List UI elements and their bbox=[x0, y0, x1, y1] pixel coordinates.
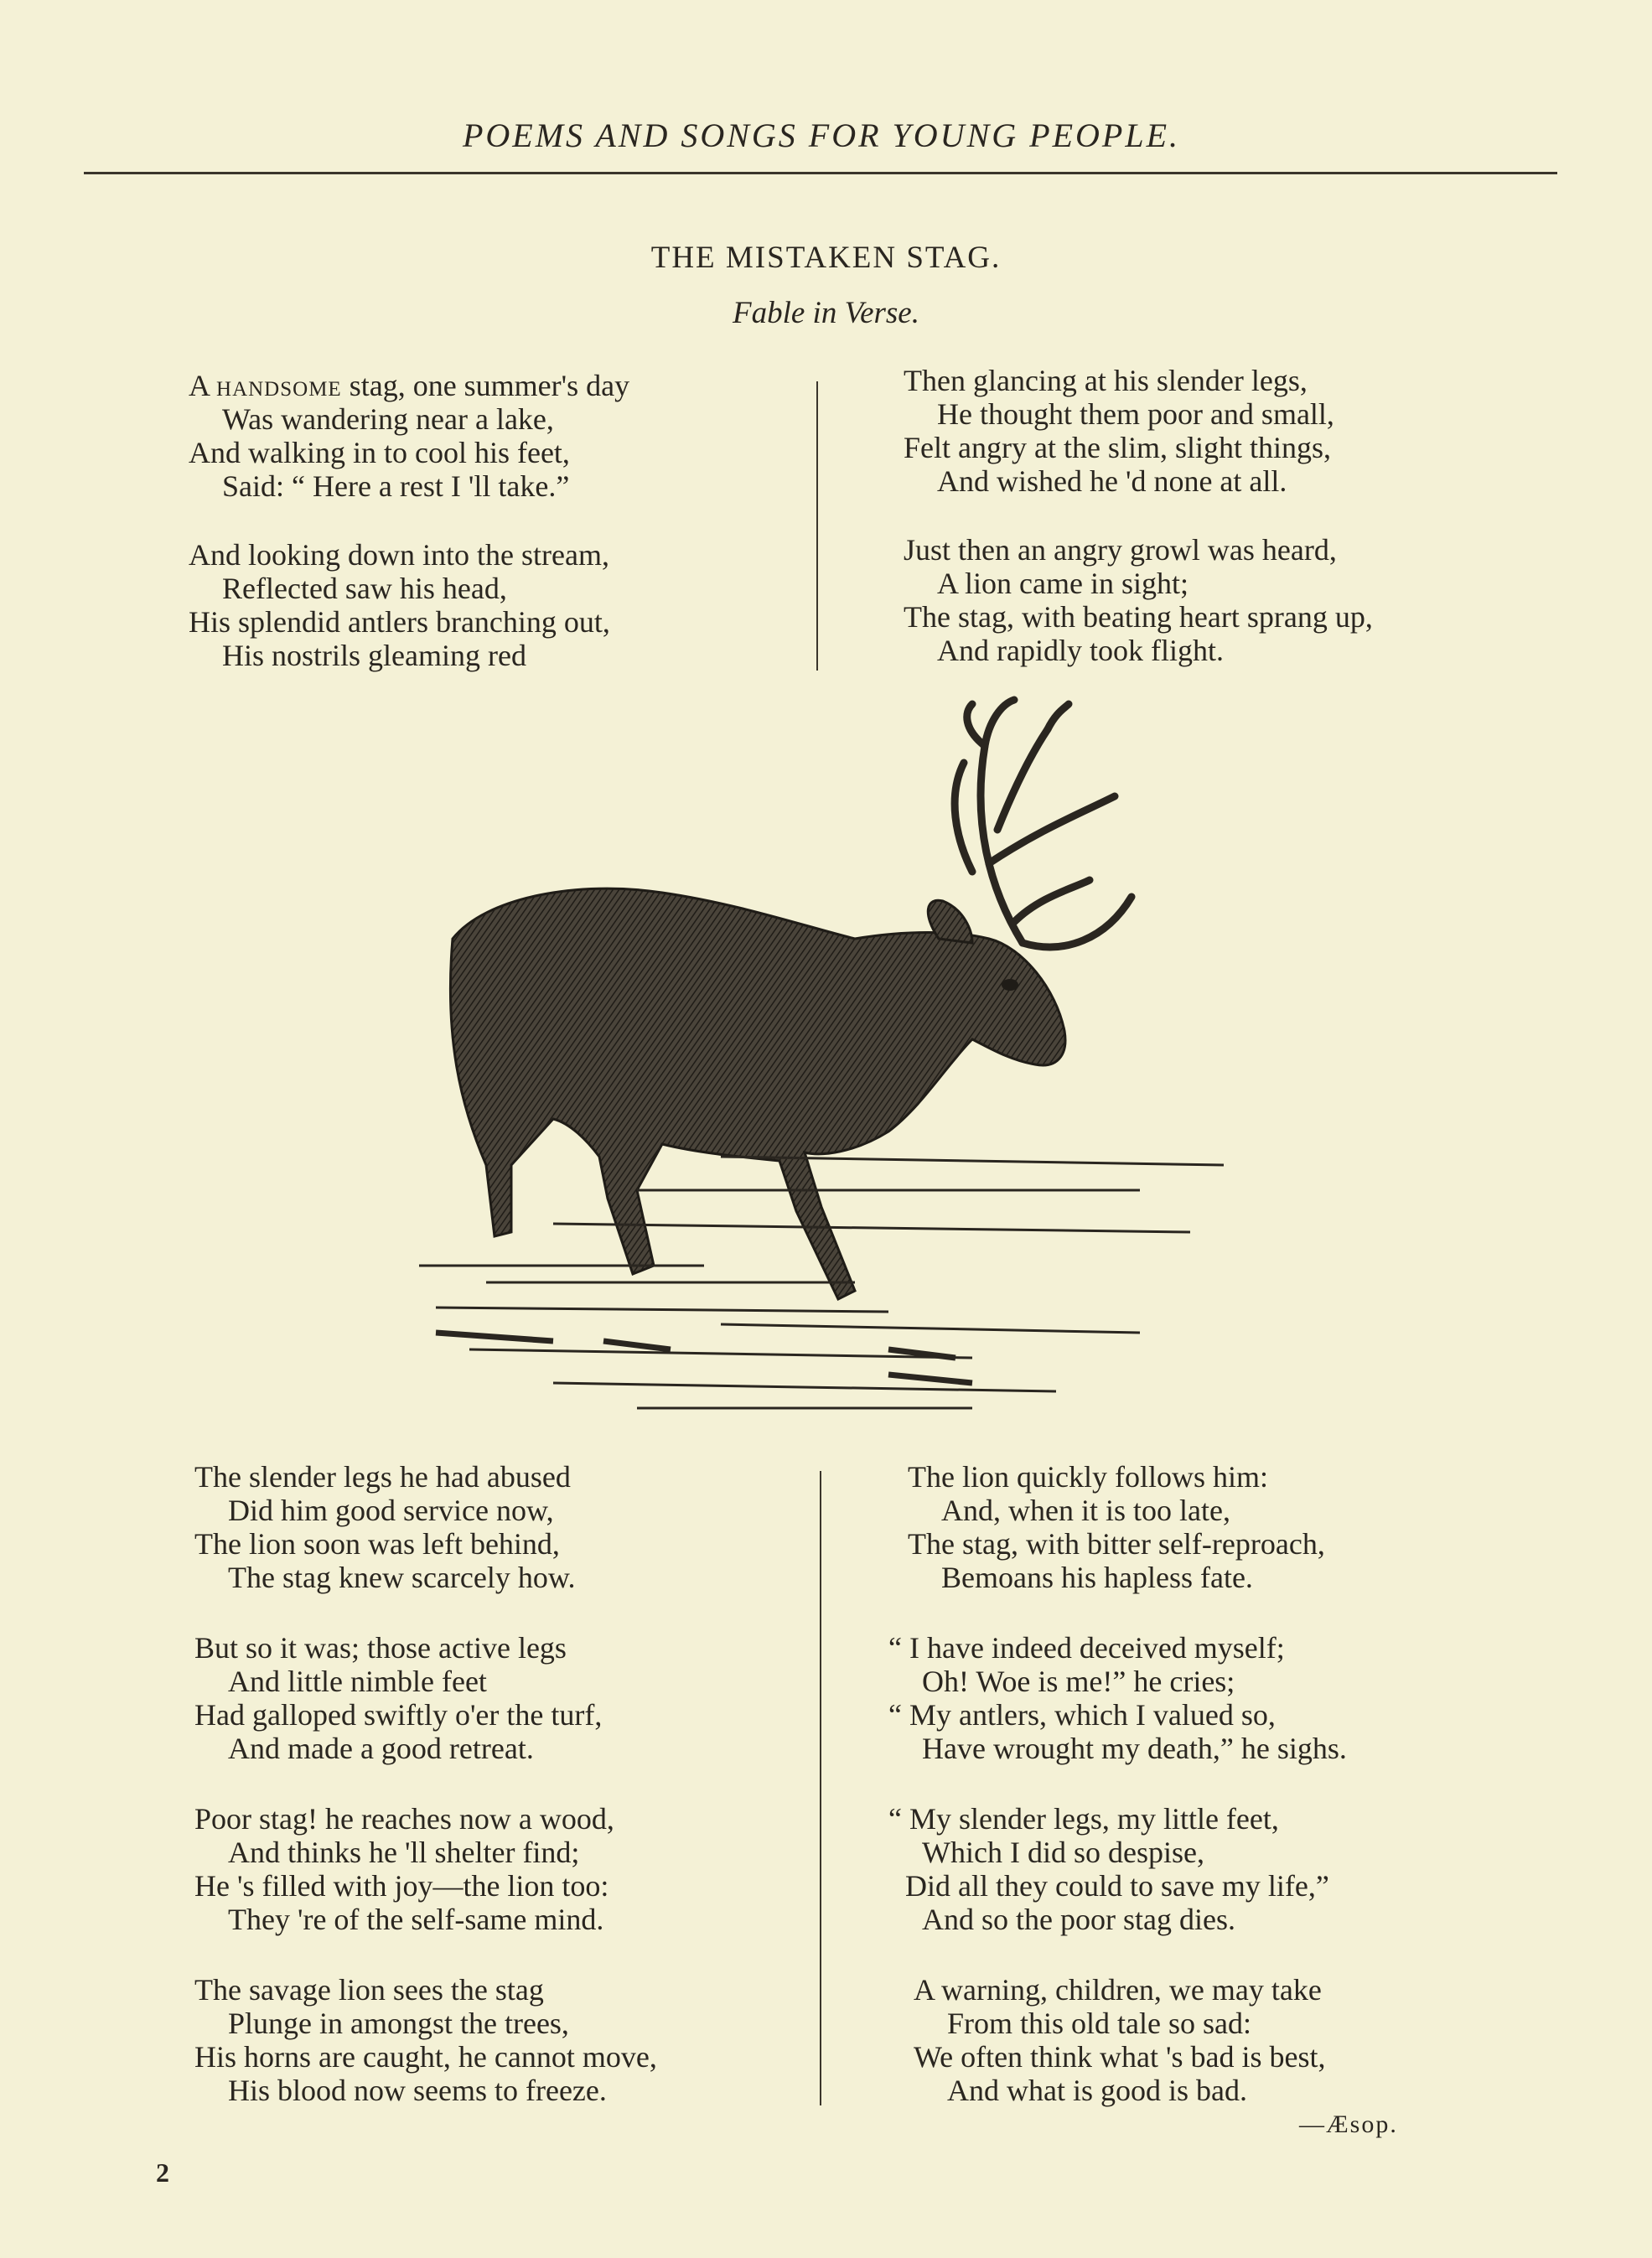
stanza-line: We often think what 's bad is best, bbox=[914, 2040, 1326, 2074]
stanza-line: Did all they could to save my life,” bbox=[905, 1869, 1329, 1903]
stanza-line: The slender legs he had abused bbox=[194, 1460, 571, 1494]
stanza-line: A warning, children, we may take bbox=[914, 1973, 1322, 2007]
stanza-line: But so it was; those active legs bbox=[194, 1631, 567, 1665]
stanza-line: The lion quickly follows him: bbox=[908, 1460, 1268, 1494]
stanza-line: “ My antlers, which I valued so, bbox=[888, 1698, 1276, 1732]
stanza-line: His blood now seems to freeze. bbox=[228, 2074, 607, 2107]
stanza-line: And walking in to cool his feet, bbox=[189, 436, 570, 469]
stanza-line: Had galloped swiftly o'er the turf, bbox=[194, 1698, 603, 1732]
stanza-line: His nostrils gleaming red bbox=[222, 639, 526, 672]
water bbox=[419, 1157, 1224, 1408]
stanza-line: He 's filled with joy—the lion too: bbox=[194, 1869, 609, 1903]
stanza-line: And looking down into the stream, bbox=[189, 538, 609, 572]
stanza-12 bbox=[914, 1973, 1326, 2107]
stanza-line: Reflected saw his head, bbox=[222, 572, 507, 605]
stanza-line: Which I did so despise, bbox=[922, 1836, 1204, 1869]
stanza-line: They 're of the self-same mind. bbox=[228, 1903, 604, 1936]
stanza-line: Poor stag! he reaches now a wood, bbox=[194, 1802, 614, 1836]
header-rule bbox=[84, 172, 1557, 174]
stanza-line: “ I have indeed deceived myself; bbox=[888, 1631, 1285, 1665]
stanza-line: Just then an angry growl was heard, bbox=[904, 533, 1337, 567]
stanza-line: And what is good is bad. bbox=[947, 2074, 1247, 2107]
stanza-8 bbox=[194, 1973, 657, 2107]
stanza-line: Oh! Woe is me!” he cries; bbox=[922, 1665, 1235, 1698]
antlers bbox=[955, 700, 1132, 947]
stanza-3 bbox=[904, 364, 1334, 498]
stanza-line: The savage lion sees the stag bbox=[194, 1973, 544, 2007]
stanza-line: And wished he 'd none at all. bbox=[937, 464, 1287, 498]
poem-title: THE MISTAKEN STAG. bbox=[650, 241, 1002, 275]
stag-illustration bbox=[386, 687, 1274, 1425]
stanza-line: Felt angry at the slim, slight things, bbox=[904, 431, 1331, 464]
stanza-line: And made a good retreat. bbox=[228, 1732, 534, 1765]
stanza-2 bbox=[189, 538, 610, 672]
stanza-line: “ My slender legs, my little feet, bbox=[888, 1802, 1279, 1836]
stanza-line: And thinks he 'll shelter find; bbox=[228, 1836, 580, 1869]
stanza-line: He thought them poor and small, bbox=[937, 397, 1334, 431]
poem-subtitle: Fable in Verse. bbox=[733, 296, 919, 330]
stanza-7 bbox=[194, 1802, 614, 1936]
stanza-line: The lion soon was left behind, bbox=[194, 1527, 560, 1561]
column-rule-top bbox=[816, 381, 818, 671]
author-signature: —Æsop. bbox=[1299, 2110, 1398, 2138]
stanza-line: The stag knew scarcely how. bbox=[228, 1561, 576, 1594]
stanza-line: And rapidly took flight. bbox=[937, 634, 1224, 667]
stanza-4 bbox=[904, 533, 1373, 667]
page-number: 2 bbox=[156, 2157, 169, 2188]
stanza-line: The stag, with bitter self-reproach, bbox=[908, 1527, 1325, 1561]
stanza-line: His horns are caught, he cannot move, bbox=[194, 2040, 657, 2074]
stanza-line: Then glancing at his slender legs, bbox=[904, 364, 1308, 397]
stag-eye bbox=[1002, 979, 1018, 991]
stanza-line: Was wandering near a lake, bbox=[222, 402, 554, 436]
stanza-line: His splendid antlers branching out, bbox=[189, 605, 610, 639]
stanza-10 bbox=[888, 1631, 1347, 1765]
stanza-line: A handsome stag, one summer's day bbox=[189, 369, 630, 402]
column-rule-bottom bbox=[820, 1471, 821, 2105]
stanza-6 bbox=[194, 1631, 602, 1765]
stanza-line: Did him good service now, bbox=[228, 1494, 554, 1527]
stanza-line: Have wrought my death,” he sighs. bbox=[922, 1732, 1347, 1765]
stanza-line: From this old tale so sad: bbox=[947, 2007, 1251, 2040]
stanza-line: And little nimble feet bbox=[228, 1665, 487, 1698]
stanza-line: Bemoans his hapless fate. bbox=[941, 1561, 1253, 1594]
stanza-9 bbox=[908, 1460, 1325, 1594]
stanza-line: The stag, with beating heart sprang up, bbox=[904, 600, 1373, 634]
stanza-line: And so the poor stag dies. bbox=[922, 1903, 1235, 1936]
stanza-line: A lion came in sight; bbox=[937, 567, 1189, 600]
stanza-11 bbox=[888, 1802, 1329, 1936]
stanza-1 bbox=[189, 369, 629, 503]
running-head: POEMS AND SONGS FOR YOUNG PEOPLE. bbox=[462, 117, 1180, 154]
stanza-line: Said: “ Here a rest I 'll take.” bbox=[222, 469, 570, 503]
stanza-line: And, when it is too late, bbox=[941, 1494, 1230, 1527]
stag-body bbox=[450, 888, 1065, 1299]
stanza-5 bbox=[194, 1460, 576, 1594]
stanza-line: Plunge in amongst the trees, bbox=[228, 2007, 569, 2040]
